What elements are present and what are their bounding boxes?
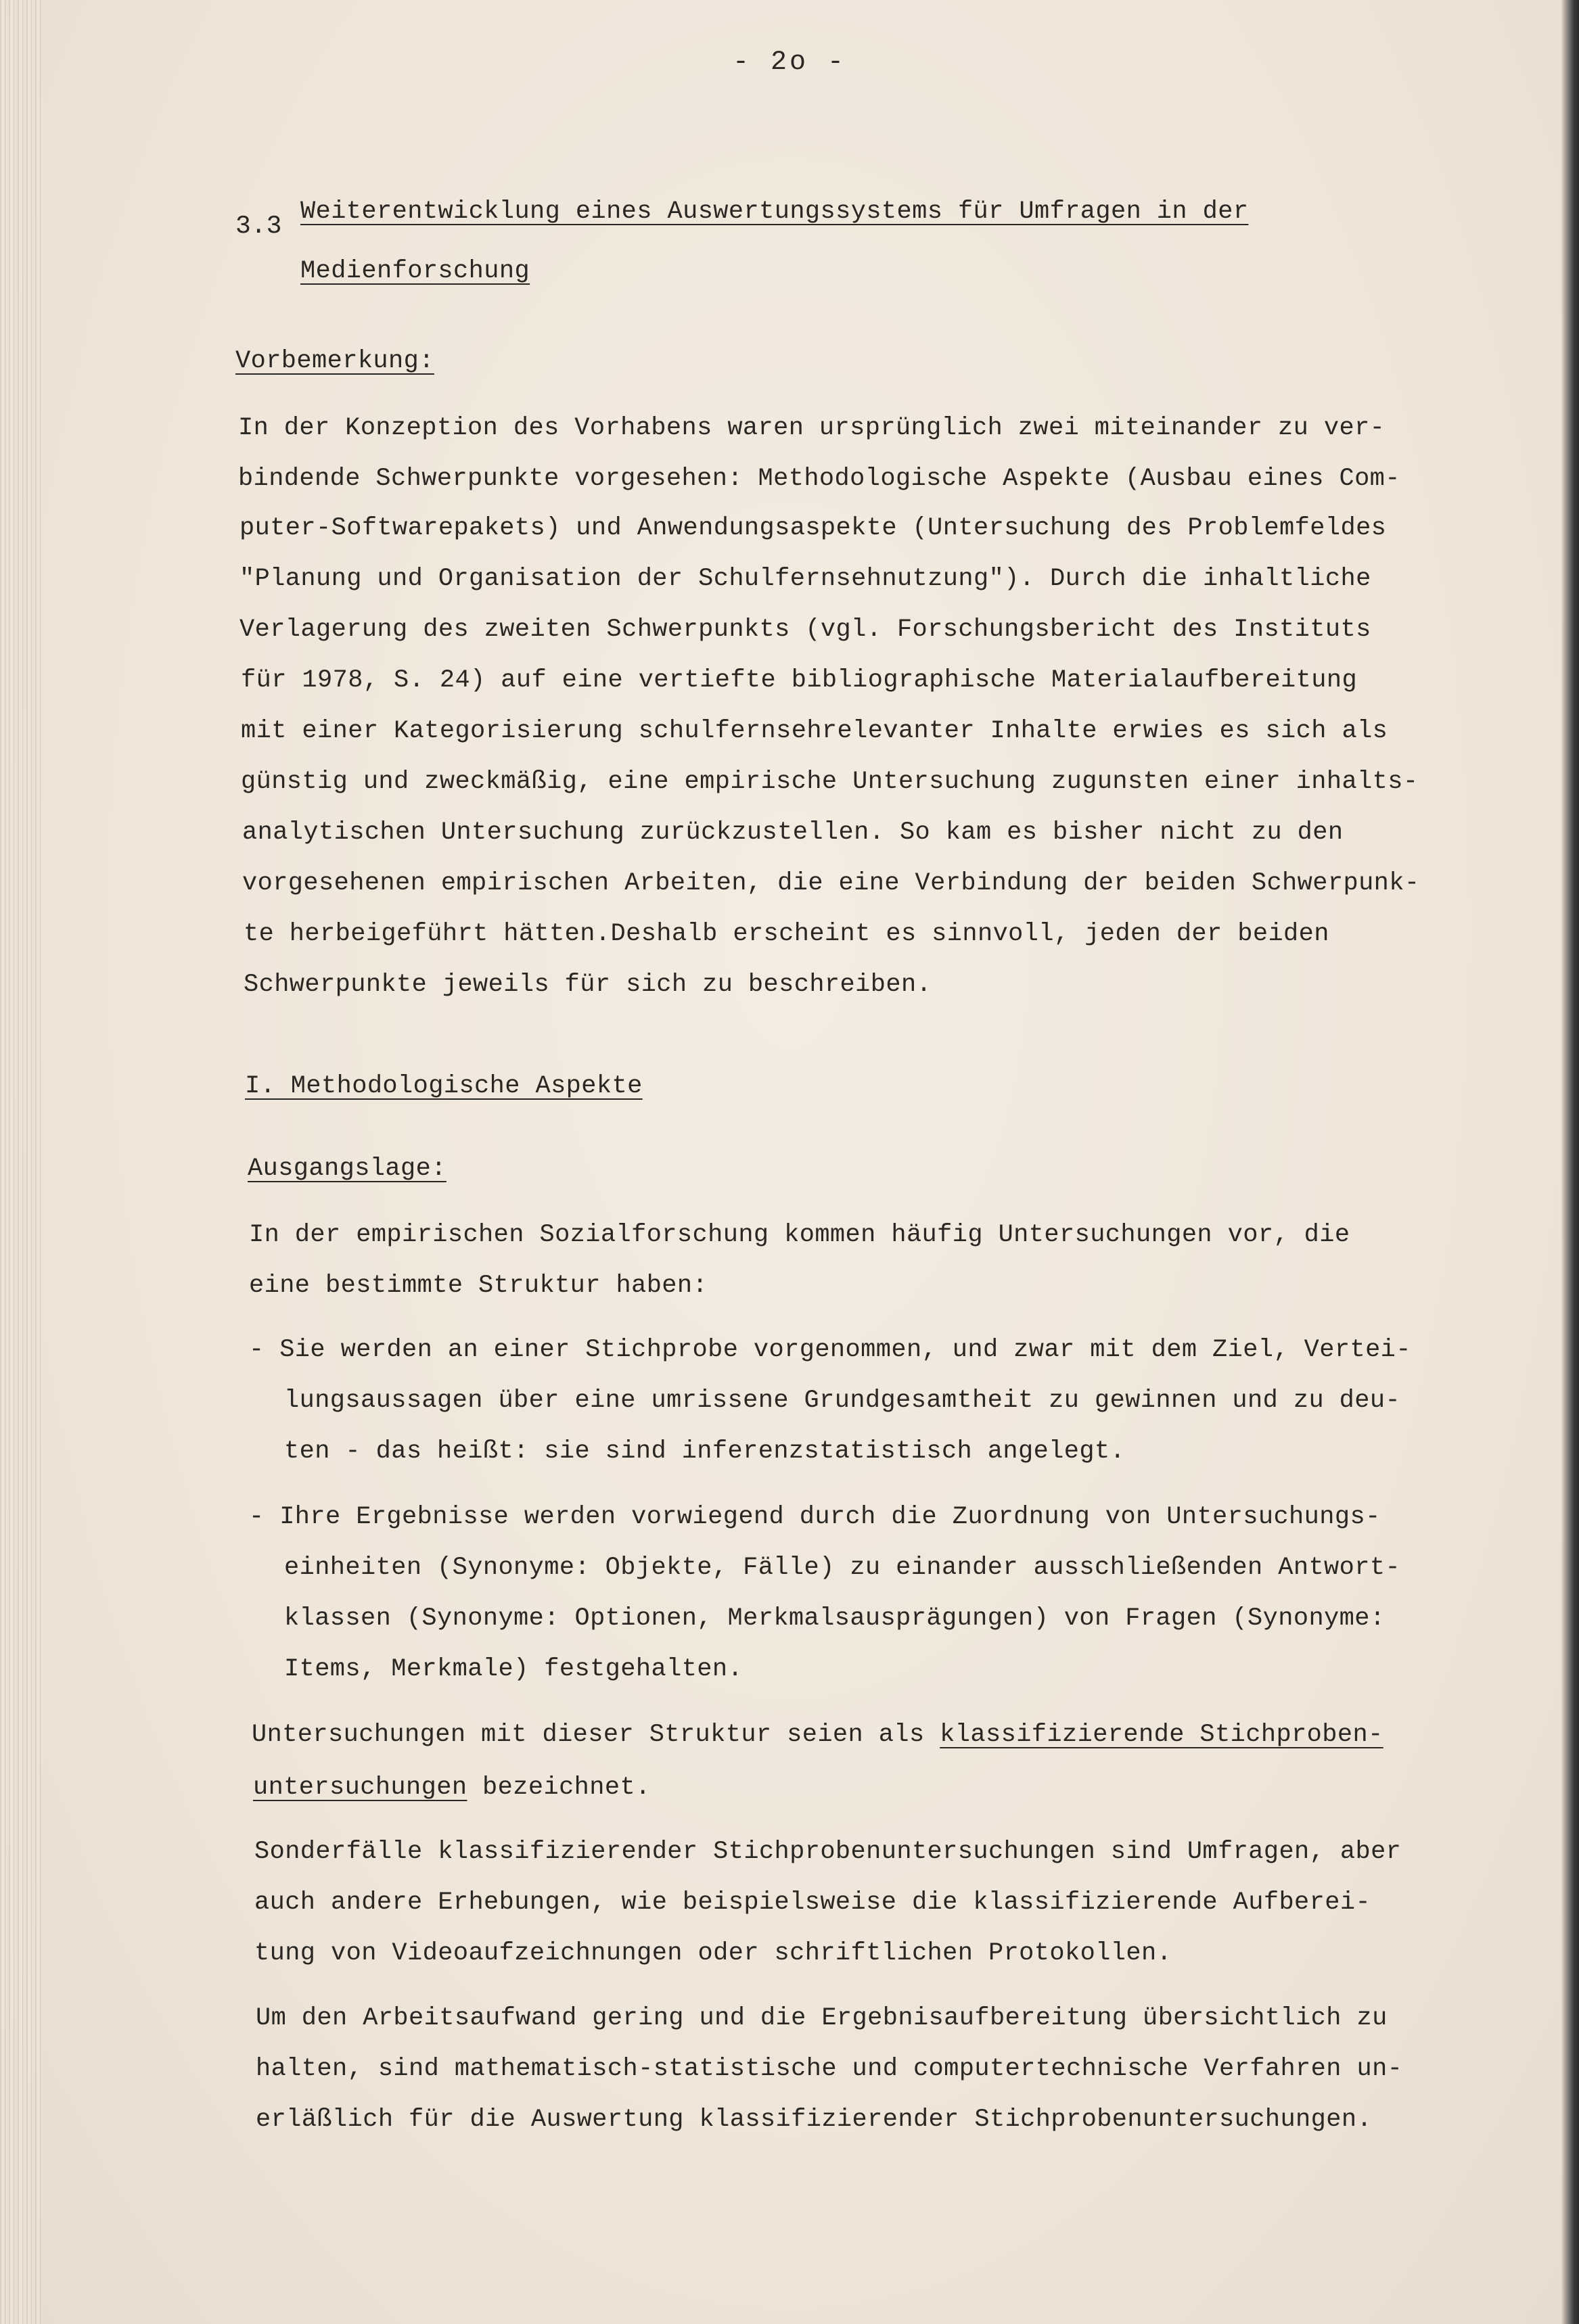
definition-line1 xyxy=(252,1723,1383,1748)
vorbemerkung-line: für 1978, S. 24) auf eine vertiefte bibliographische Materialaufbereitung xyxy=(241,666,1358,695)
vorbemerkung-line: Verlagerung des zweiten Schwerpunkts (vgl. Forschungsbericht des Instituts xyxy=(239,615,1371,644)
definition-prefix: Untersuchungen mit dieser Struktur seien als xyxy=(252,1721,940,1749)
ausgangslage-intro-line: eine bestimmte Struktur haben: xyxy=(249,1272,708,1300)
definition-suffix: bezeichnet. xyxy=(467,1773,651,1802)
vorbemerkung-line: bindende Schwerpunkte vorgesehen: Methodologische Aspekte (Ausbau eines Com- xyxy=(238,465,1400,493)
vorbemerkung-line: mit einer Kategorisierung schulfernsehrelevanter Inhalte erwies es sich als xyxy=(241,717,1388,745)
vorbemerkung-line: "Planung und Organisation der Schulfernsehnutzung"). Durch die inhaltliche xyxy=(239,565,1371,593)
vorbemerkung-line: In der Konzeption des Vorhabens waren ursprünglich zwei miteinander zu ver- xyxy=(238,414,1386,442)
bullet-line: ten - das heißt: sie sind inferenzstatistisch angelegt. xyxy=(284,1437,1126,1466)
scanner-edge xyxy=(1561,0,1579,2324)
sonderfaelle-line: Sonderfälle klassifizierender Stichprobenuntersuchungen sind Umfragen, aber xyxy=(254,1838,1402,1866)
bullet-line: einheiten (Synonyme: Objekte, Fälle) zu einander ausschließenden Antwort- xyxy=(284,1554,1401,1582)
vorbemerkung-line: Schwerpunkte jeweils für sich zu beschreiben. xyxy=(244,971,932,999)
section-title-line2: Medienforschung xyxy=(300,257,530,285)
bullet-line: - Ihre Ergebnisse werden vorwiegend durch die Zuordnung von Untersuchungs- xyxy=(249,1503,1381,1531)
stacked-page-edges xyxy=(0,0,41,2324)
definition-term: klassifizierende Stichproben- xyxy=(940,1721,1383,1749)
page-number: - 2o - xyxy=(732,47,847,78)
section-title-line1: Weiterentwicklung eines Auswertungssystems für Umfragen in der xyxy=(300,197,1249,226)
vorbemerkung-heading: Vorbemerkung: xyxy=(235,347,434,375)
methodologie-heading-text: I. Methodologische Aspekte xyxy=(245,1072,643,1100)
vorbemerkung-line: te herbeigeführt hätten.Deshalb erscheint es sinnvoll, jeden der beiden xyxy=(244,920,1329,948)
sonderfaelle-line: auch andere Erhebungen, wie beispielsweise die klassifizierende Aufberei- xyxy=(254,1888,1371,1917)
bullet-line: Items, Merkmale) festgehalten. xyxy=(284,1655,743,1683)
bullet-line: lungsaussagen über eine umrissene Grundgesamtheit zu gewinnen und zu deu- xyxy=(284,1387,1401,1415)
aufwand-line: halten, sind mathematisch-statistische und computertechnische Verfahren un- xyxy=(256,2055,1403,2083)
definition-line2 xyxy=(253,1775,651,1800)
vorbemerkung-line: vorgesehenen empirischen Arbeiten, die eine Verbindung der beiden Schwerpunk- xyxy=(242,869,1420,898)
methodologie-heading xyxy=(245,1074,643,1099)
bullet-line: klassen (Synonyme: Optionen, Merkmalsausprägungen) von Fragen (Synonyme: xyxy=(284,1604,1386,1633)
vorbemerkung-line: puter-Softwarepakets) und Anwendungsaspekte (Untersuchung des Problemfeldes xyxy=(239,514,1387,542)
ausgangslage-intro-line: In der empirischen Sozialforschung kommen häufig Untersuchungen vor, die xyxy=(249,1221,1350,1249)
sonderfaelle-line: tung von Videoaufzeichnungen oder schriftlichen Protokollen. xyxy=(254,1939,1172,1968)
vorbemerkung-line: günstig und zweckmäßig, eine empirische Untersuchung zugunsten einer inhalts- xyxy=(241,768,1419,796)
vorbemerkung-line: analytischen Untersuchung zurückzustellen. So kam es bisher nicht zu den xyxy=(242,818,1344,847)
aufwand-line: erläßlich für die Auswertung klassifizierender Stichprobenuntersuchungen. xyxy=(256,2106,1373,2134)
definition-term-continued: untersuchungen xyxy=(253,1773,467,1802)
aufwand-line: Um den Arbeitsaufwand gering und die Ergebnisaufbereitung übersichtlich zu xyxy=(256,2004,1388,2032)
ausgangslage-heading: Ausgangslage: xyxy=(248,1155,447,1183)
bullet-line: - Sie werden an einer Stichprobe vorgenommen, und zwar mit dem Ziel, Vertei- xyxy=(249,1336,1411,1364)
section-number: 3.3 xyxy=(235,212,282,241)
